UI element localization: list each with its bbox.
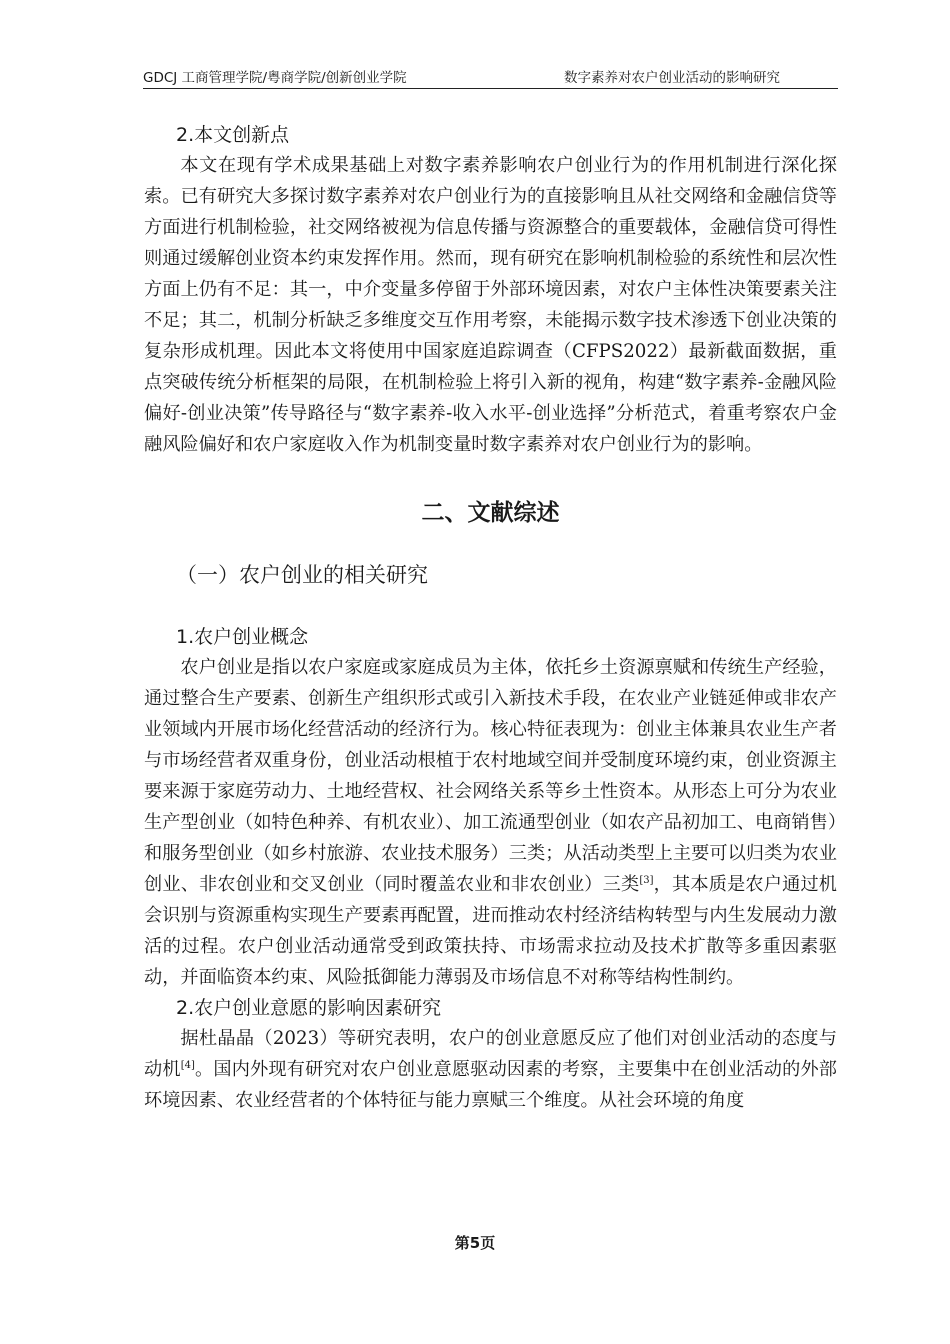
citation-3: [3]: [639, 874, 654, 886]
innovation-heading: 2.本文创新点: [176, 124, 290, 146]
concept-heading: 1.农户创业概念: [176, 626, 309, 648]
factors-paragraph: [144, 1023, 837, 1116]
page-number: 第5页: [454, 1234, 496, 1252]
header-institution: GDCJ 工商管理学院/粤商学院/创新创业学院: [143, 70, 407, 86]
concept-text-a: 农户创业是指以农户家庭或家庭成员为主体，依托乡土资源禀赋和传统生产经验，通过整合生产要素、创新生产组织形式或引入新技术手段，在农业产业链延伸或非农产业领域内开展市场化经营活动的经济行为。核心特征表现为：创业主体兼具农业生产者与市场经营者双重身份，创业活动根植于农村地域空间并受制度环境约束，创业资源主要来源于家庭劳动力、土地经营权、社会网络关系等乡土性资本。从形态上可分为农业生产型创业（如特色种养、有机农业）、加工流通型创业（如农产品初加工、电商销售）和服务型创业（如乡村旅游、农业技术服务）三类；从活动类型上主要可以归类为农业创业、非农创业和交叉创业（同时覆盖农业和非农创业）三类: [144, 657, 837, 895]
chapter-title: 二、文献综述: [421, 500, 560, 526]
section-title: （一）农户创业的相关研究: [176, 563, 428, 587]
factors-text-b: 。国内外现有研究对农户创业意愿驱动因素的考察，主要集中在创业活动的外部环境因素、农业经营者的个体特征与能力禀赋三个维度。从社会环境的角度: [144, 1059, 837, 1111]
body-content: [144, 120, 837, 1116]
header-thesis-title: 数字素养对农户创业活动的影响研究: [564, 70, 780, 86]
concept-text-b: ，其本质是农户通过机会识别与资源重构实现生产要素再配置，进而推动农村经济结构转型与内生发展动力激活的过程。农户创业活动通常受到政策扶持、市场需求拉动及技术扩散等多重因素驱动，并面临资本约束、风险抵御能力薄弱及市场信息不对称等结构性制约。: [144, 874, 837, 988]
running-header: [143, 66, 838, 89]
citation-4: [4]: [180, 1059, 195, 1071]
concept-paragraph: [144, 652, 837, 993]
factors-heading: 2.农户创业意愿的影响因素研究: [176, 997, 442, 1019]
innovation-paragraph: 本文在现有学术成果基础上对数字素养影响农户创业行为的作用机制进行深化探索。已有研究大多探讨数字素养对农户创业行为的直接影响且从社交网络和金融信贷等方面进行机制检验，社交网络被视为信息传播与资源整合的重要载体，金融信贷可得性则通过缓解创业资本约束发挥作用。然而，现有研究在影响机制检验的系统性和层次性方面上仍有不足：其一，中介变量多停留于外部环境因素，对农户主体性决策要素关注不足；其二，机制分析缺乏多维度交互作用考察，未能揭示数字技术渗透下创业决策的复杂形成机理。因此本文将使用中国家庭追踪调查（CFPS2022）最新截面数据，重点突破传统分析框架的局限，在机制检验上将引入新的视角，构建“数字素养-金融风险偏好-创业决策”传导路径与“数字素养-收入水平-创业选择”分析范式，着重考察农户金融风险偏好和农户家庭收入作为机制变量时数字素养对农户创业行为的影响。: [144, 155, 837, 455]
factors-text-a: 据杜晶晶（2023）等研究表明，农户的创业意愿反应了他们对创业活动的态度与动机: [144, 1028, 837, 1080]
